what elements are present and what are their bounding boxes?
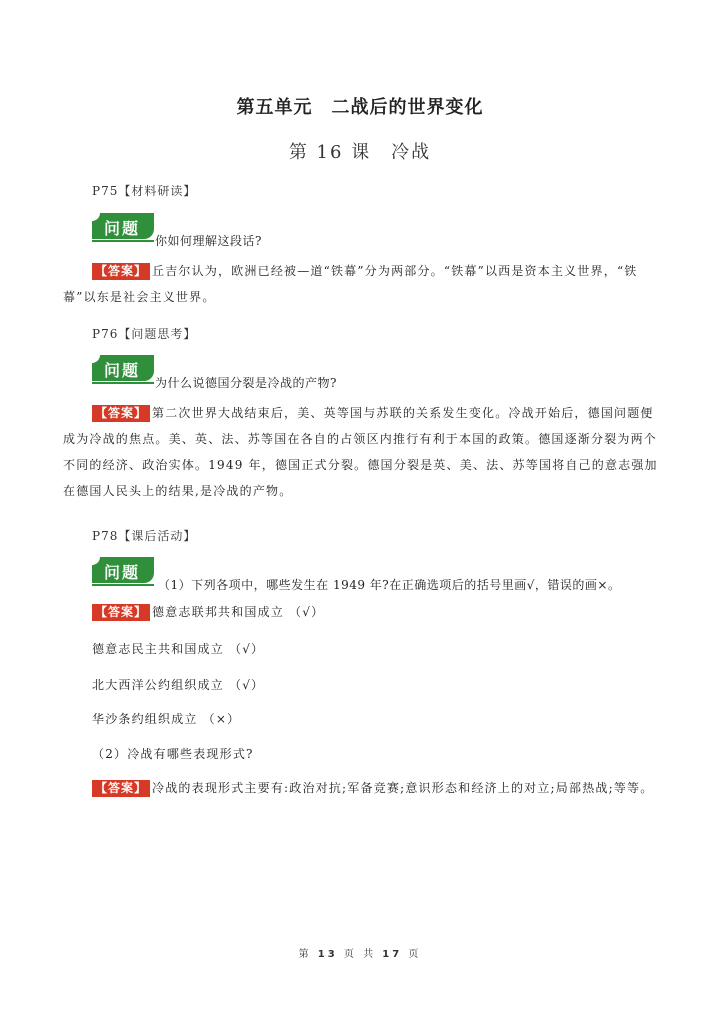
footer-total-pages: 17 [382, 949, 403, 960]
answer-item-warsaw: 华沙条约组织成立 （×） [92, 712, 241, 726]
question-text-1: 你如何理解这段话? [155, 234, 262, 248]
answer-label: 【答案】 [92, 405, 150, 422]
question-badge-label: 问题 [104, 219, 141, 238]
answer-item-frg: 德意志联邦共和国成立 （√） [152, 605, 325, 619]
lesson-title: 第 16 课 冷战 [288, 142, 432, 163]
answer-label: 【答案】 [92, 263, 150, 280]
question-badge-label: 问题 [104, 563, 141, 582]
question-badge [92, 355, 154, 383]
question-text-4: （2）冷战有哪些表现形式? [92, 747, 254, 761]
answer-item-gdr: 德意志民主共和国成立 （√） [92, 642, 265, 656]
answer-paragraph-2 [63, 400, 658, 504]
question-text-3: （1）下列各项中，哪些发生在 1949 年?在正确选项后的括号里画√，错误的画×。 [158, 578, 621, 592]
footer-prefix: 第 [298, 949, 312, 960]
footer-middle: 页 共 [343, 949, 377, 960]
question-badge-label: 问题 [104, 361, 141, 380]
unit-title: 第五单元 二战后的世界变化 [236, 97, 484, 118]
answer-item-nato: 北大西洋公约组织成立 （√） [92, 678, 265, 692]
answer-line-last [92, 779, 653, 797]
page-footer [0, 945, 720, 960]
section-heading-p76: P76【问题思考】 [92, 327, 197, 341]
answer-text-2: 第二次世界大战结束后，美、英等国与苏联的关系发生变化。冷战开始后，德国问题便成为冷战的焦点。美、英、法、苏等国在各自的占领区内推行有利于本国的政策。德国逐渐分裂为两个不同的经济、政治实体。1949 年，德国正式分裂。德国分裂是英、美、法、苏等国将自己的意志强加在德国人民头上的结果,是冷战的产物。 [63, 406, 658, 498]
question-badge [92, 213, 154, 241]
question-badge [92, 557, 154, 585]
answer-label: 【答案】 [92, 780, 150, 797]
answer-line-first [92, 603, 324, 621]
answer-paragraph-1 [63, 258, 658, 310]
answer-text-4: 冷战的表现形式主要有:政治对抗;军备竞赛;意识形态和经济上的对立;局部热战;等等。 [152, 781, 654, 795]
footer-page-number: 13 [317, 949, 338, 960]
answer-label: 【答案】 [92, 604, 150, 621]
section-heading-p78: P78【课后活动】 [92, 529, 197, 543]
section-heading-p75: P75【材料研读】 [92, 184, 197, 198]
question-text-2: 为什么说德国分裂是冷战的产物? [155, 376, 337, 390]
footer-suffix: 页 [408, 949, 422, 960]
answer-text-1: 丘吉尔认为，欧洲已经被—道“铁幕”分为两部分。“铁幕”以西是资本主义世界，“铁幕”以东是社会主义世界。 [63, 264, 638, 304]
